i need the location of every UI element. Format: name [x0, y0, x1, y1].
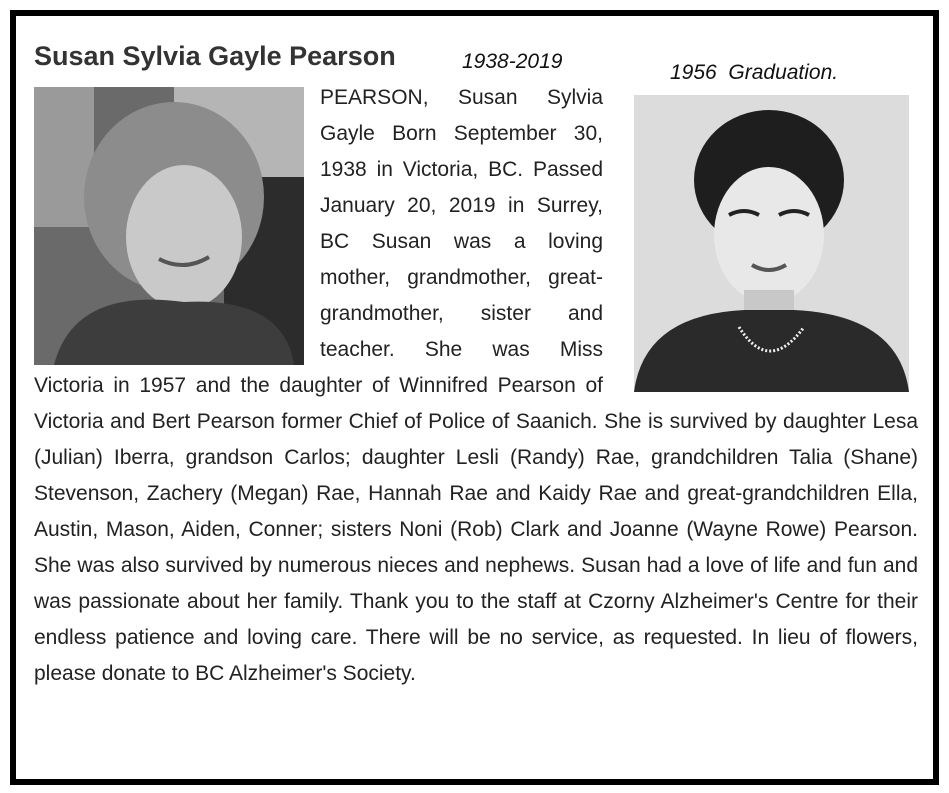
- obituary-name: Susan Sylvia Gayle Pearson: [34, 41, 396, 71]
- graduation-portrait-photo: [634, 95, 909, 392]
- graduation-photo-caption: 1956 Graduation.: [670, 61, 839, 84]
- obituary-body: [34, 80, 918, 692]
- recent-portrait-photo: [34, 87, 304, 365]
- graduation-photo-container: [603, 80, 918, 402]
- life-dates: 1938-2019: [462, 50, 563, 73]
- obituary-text: PEARSON, Susan Sylvia Gayle Born September 30, 1938 in Victoria, BC. Passed January 20, 2019 in Surrey, BC Susan was a loving mother, grandmother, great-grandmother, sister and teacher. She was Miss Victoria in 1957 and the daughter of Winnifred Pearson of Victoria and Bert Pearson former Chief of Police of Saanich. She is survived by daughter Lesa (Julian) Iberra, grandson Carlos; daughter Lesli (Randy) Rae, grandchildren Talia (Shane) Stevenson, Zachery (Megan) Rae, Hannah Rae and Kaidy Rae and great-grandchildren Ella, Austin, Mason, Aiden, Conner; sisters Noni (Rob) Clark and Joanne (Wayne Rowe) Pearson. She was also survived by numerous nieces and nephews. Susan had a love of life and fun and was passionate about her family. Thank you to the staff at Czorny Alzheimer's Centre for their endless patience and loving care. There will be no service, as requested. In lieu of flowers, please donate to BC Alzheimer's Society.: [34, 86, 918, 685]
